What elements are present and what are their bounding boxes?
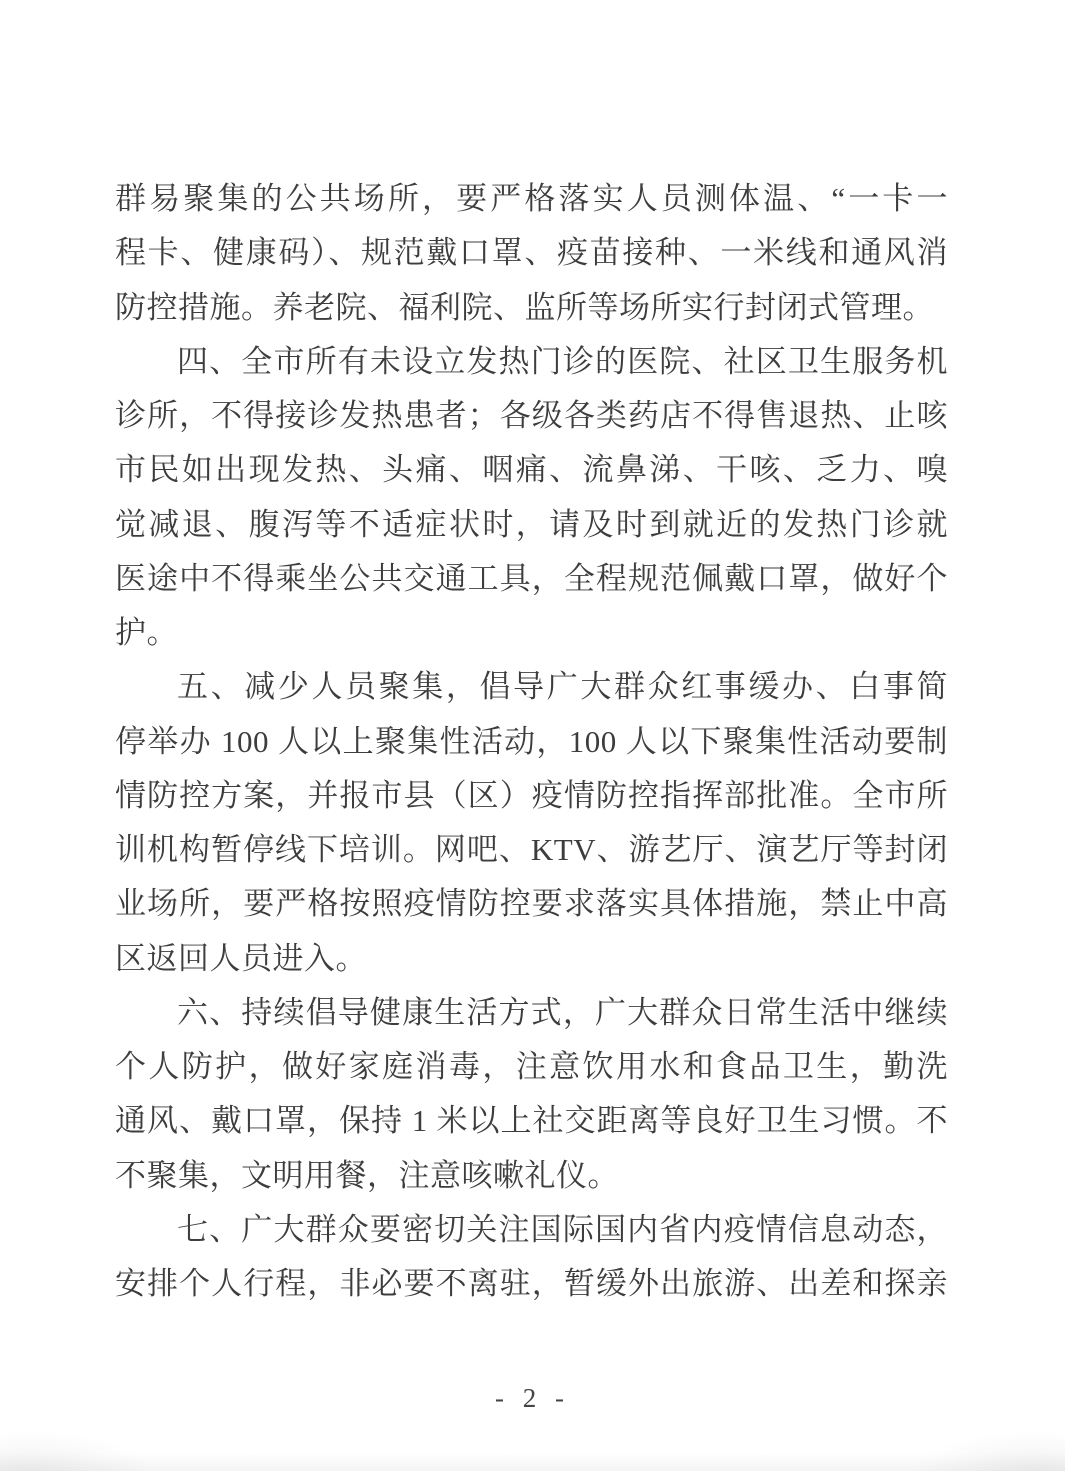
document-line-section-5: 五、减少人员聚集，倡导广大群众红事缓办、白事简 [177, 669, 948, 705]
document-line: 不聚集，文明用餐，注意咳嗽礼仪。 [115, 1157, 619, 1193]
document-line: 通风、戴口罩，保持 1 米以上社交距离等良好卫生习惯。不 [115, 1103, 948, 1139]
document-line: 程卡、健康码）、规范戴口罩、疫苗接种、一米线和通风消 [115, 235, 948, 271]
document-line: 个人防护，做好家庭消毒，注意饮用水和食品卫生，勤洗 [115, 1049, 948, 1084]
document-line: 训机构暂停线下培训。网吧、KTV、游艺厅、演艺厅等封闭 [115, 832, 948, 867]
document-line: 群易聚集的公共场所，要严格落实人员测体温、“一卡一 [115, 181, 948, 216]
scan-corner-smudge-right [915, 1431, 1065, 1471]
document-line: 护。 [115, 615, 178, 650]
document-line-section-6: 六、持续倡导健康生活方式，广大群众日常生活中继续 [177, 994, 948, 1030]
document-line: 诊所，不得接诊发热患者；各级各类药店不得售退热、止咳 [115, 398, 948, 433]
document-line: 区返回人员进入。 [115, 940, 367, 976]
scan-corner-smudge-left [0, 1431, 150, 1471]
document-line: 防控措施。养老院、福利院、监所等场所实行封闭式管理。 [115, 289, 934, 325]
document-line: 医途中不得乘坐公共交通工具，全程规范佩戴口罩，做好个 [115, 560, 948, 596]
page-number: - 2 - [495, 1383, 570, 1413]
scan-edge-shadow [0, 1453, 1065, 1471]
document-line: 安排个人行程，非必要不离驻，暂缓外出旅游、出差和探亲 [115, 1266, 948, 1301]
document-line-section-7: 七、广大群众要密切关注国际国内省内疫情信息动态， [177, 1211, 948, 1247]
document-line: 市民如出现发热、头痛、咽痛、流鼻涕、干咳、乏力、嗅 [115, 452, 948, 488]
document-text-body [115, 172, 948, 1311]
document-line: 停举办 100 人以上聚集性活动，100 人以下聚集性活动要制 [115, 723, 948, 759]
document-line: 觉减退、腹泻等不适症状时，请及时到就近的发热门诊就 [115, 506, 948, 542]
document-line-section-4: 四、全市所有未设立发热门诊的医院、社区卫生服务机 [177, 343, 948, 379]
document-line: 业场所，要严格按照疫情防控要求落实具体措施，禁止中高 [115, 886, 948, 922]
document-line: 情防控方案，并报市县（区）疫情防控指挥部批准。全市所 [115, 777, 948, 813]
